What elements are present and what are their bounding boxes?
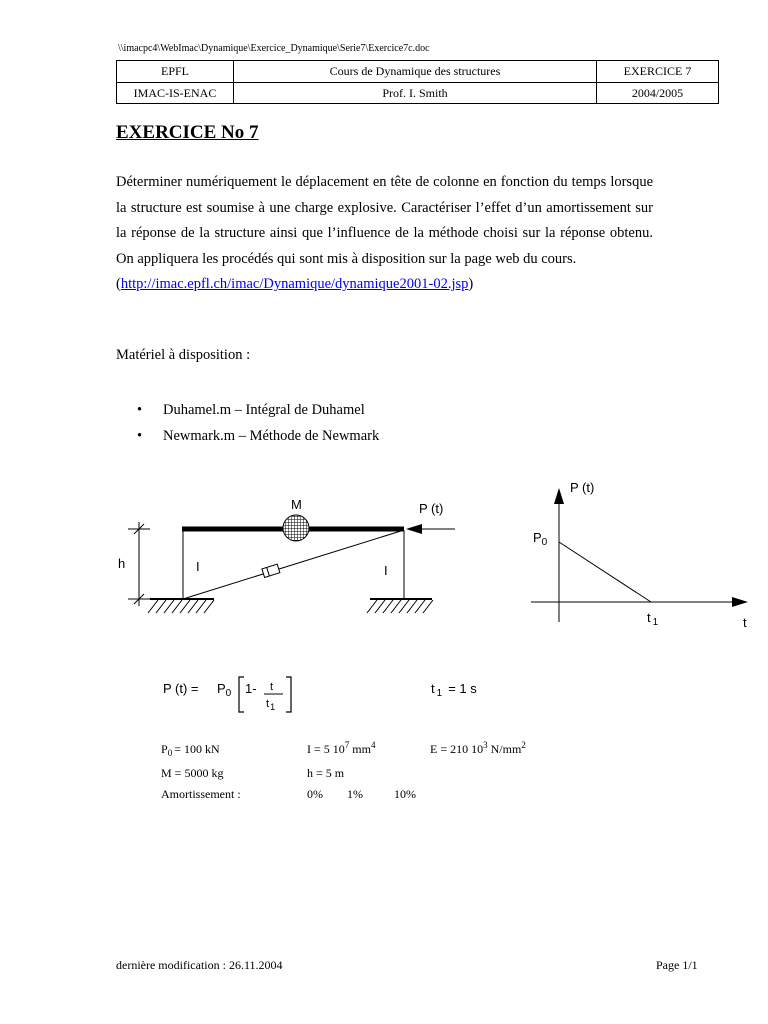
mass-label: M	[291, 497, 302, 512]
param-damping-10: 10%	[394, 787, 416, 801]
link-close-paren: )	[468, 276, 474, 292]
height-label: h	[118, 556, 126, 571]
bullet-icon: •	[137, 428, 143, 444]
param-damping-0: 0%	[307, 787, 323, 801]
load-arrow-icon	[406, 524, 455, 534]
footer-page: Page 1/1	[656, 958, 698, 972]
x-axis-arrow-icon	[732, 597, 748, 607]
height-dimension	[128, 522, 150, 606]
mass-icon	[283, 515, 309, 541]
ground-support-right	[367, 599, 433, 613]
param-damping-label: Amortissement :	[161, 787, 241, 801]
param-height: h = 5 m	[307, 766, 345, 780]
list-item-text: Newmark.m – Méthode de Newmark	[163, 428, 380, 444]
param-mass: M = 5000 kg	[161, 766, 224, 780]
formula-numerator: t	[270, 681, 274, 693]
graph-t1-label: t $_1$	[647, 610, 659, 628]
materiel-heading: Matériel à disposition :	[116, 347, 251, 363]
load-time-graph	[531, 480, 748, 630]
formula-denominator: $t_1$	[266, 698, 276, 712]
t1-definition: t $_1$ = 1 s	[431, 681, 477, 699]
frame-diagram	[118, 497, 455, 613]
graph-p0-label: $P_0$	[533, 530, 548, 548]
statement-text: Déterminer numériquement le déplacement en tête de colonne en fonction du temps lorsque la structure est soumise à une charge explosive. Caractériser l’effet d’un amortissement sur la réponse de la structure ainsi que l’influence de la méthode choisi sur la réponse obtenu. On appliquera les procédés qui sont mis à disposition sur la page web du cours.	[116, 174, 653, 267]
footer-modified: dernière modification : 26.11.2004	[116, 958, 283, 972]
left-column-label: I	[196, 559, 200, 574]
header-institution: EPFL	[117, 61, 234, 83]
parameters	[161, 740, 526, 801]
header-year: 2004/2005	[597, 82, 719, 104]
bullet-icon: •	[137, 402, 143, 418]
ground-support-left	[148, 599, 214, 613]
formula-one-minus: 1-	[245, 681, 257, 696]
header-professor: Prof. I. Smith	[234, 82, 597, 104]
load-label: P (t)	[419, 501, 444, 516]
course-web-link[interactable]: http://imac.epfl.ch/imac/Dynamique/dynamique2001-02.jsp	[120, 276, 469, 292]
graph-y-label: P (t)	[570, 480, 595, 495]
triangular-load-curve	[559, 542, 651, 602]
formula-p0: $P_0$	[217, 681, 232, 699]
file-path: \\imacpc4\WebImac\Dynamique\Exercice_Dynamique\Serie7\Exercice7c.doc	[118, 43, 430, 54]
list-item-text: Duhamel.m – Intégral de Duhamel	[163, 402, 365, 418]
formula-lhs: P (t) =	[163, 681, 199, 696]
param-damping-1: 1%	[347, 787, 363, 801]
param-inertia: I = 5 $10^7$ $mm^4$	[307, 740, 376, 756]
param-modulus: E = 210 $10^3$ $N/mm^2$	[430, 740, 526, 756]
page-title: EXERCICE No 7	[116, 122, 259, 143]
right-column-label: I	[384, 563, 388, 578]
header-exercise: EXERCICE 7	[597, 61, 719, 83]
y-axis-arrow-icon	[554, 488, 564, 504]
load-formula	[163, 677, 477, 712]
x-axis	[531, 597, 748, 607]
link-open-paren: (	[116, 276, 121, 292]
header-department: IMAC-IS-ENAC	[117, 82, 234, 104]
param-p0: $P_0 = 100$ kN	[161, 742, 220, 758]
graph-x-label: t	[743, 615, 747, 630]
header-course: Cours de Dynamique des structures	[234, 61, 597, 83]
damper-icon	[262, 564, 280, 577]
